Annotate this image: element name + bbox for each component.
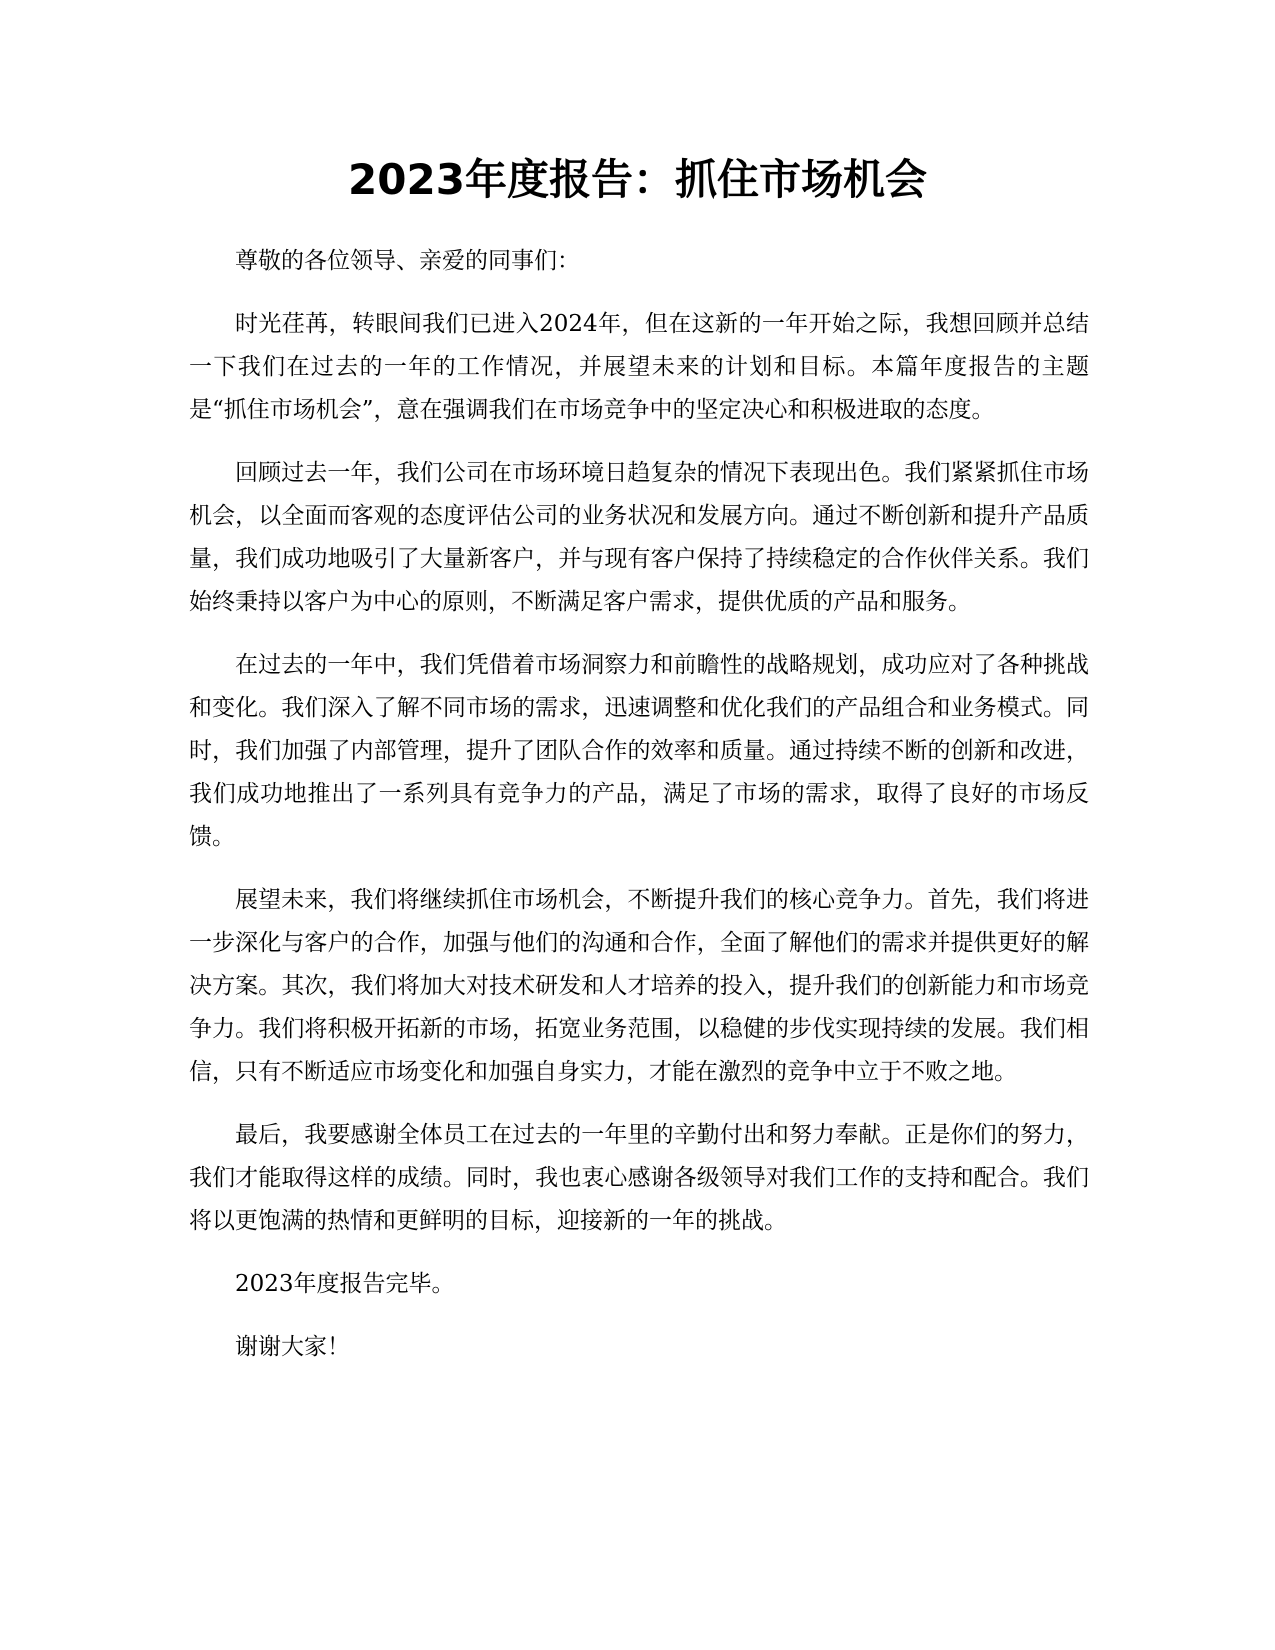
- salutation: 尊敬的各位领导、亲爱的同事们：: [235, 248, 580, 274]
- document-title: 2023年度报告：抓住市场机会: [348, 155, 927, 204]
- paragraph-thanks: 最后，我要感谢全体员工在过去的一年里的辛勤付出和努力奉献。正是你们的努力，我们才能取得这样的成绩。同时，我也衷心感谢各级领导对我们工作的支持和配合。我们将以更饱满的热情和更鲜明的目标，迎接新的一年的挑战。: [189, 1122, 1089, 1234]
- paragraph-achievements: 在过去的一年中，我们凭借着市场洞察力和前瞻性的战略规划，成功应对了各种挑战和变化。我们深入了解不同市场的需求，迅速调整和优化我们的产品组合和业务模式。同时，我们加强了内部管理，提升了团队合作的效率和质量。通过持续不断的创新和改进，我们成功地推出了一系列具有竞争力的产品，满足了市场的需求，取得了良好的市场反馈。: [189, 652, 1089, 850]
- closing-statement: 2023年度报告完毕。: [235, 1271, 455, 1297]
- document-body: [189, 240, 1089, 1389]
- paragraph-review: 回顾过去一年，我们公司在市场环境日趋复杂的情况下表现出色。我们紧紧抓住市场机会，以全面而客观的态度评估公司的业务状况和发展方向。通过不断创新和提升产品质量，我们成功地吸引了大量新客户，并与现有客户保持了持续稳定的合作伙伴关系。我们始终秉持以客户为中心的原则，不断满足客户需求，提供优质的产品和服务。: [189, 460, 1089, 615]
- paragraph-outlook: 展望未来，我们将继续抓住市场机会，不断提升我们的核心竞争力。首先，我们将进一步深化与客户的合作，加强与他们的沟通和合作，全面了解他们的需求并提供更好的解决方案。其次，我们将加大对技术研发和人才培养的投入，提升我们的创新能力和市场竞争力。我们将积极开拓新的市场，拓宽业务范围，以稳健的步伐实现持续的发展。我们相信，只有不断适应市场变化和加强自身实力，才能在激烈的竞争中立于不败之地。: [189, 887, 1089, 1085]
- closing-thanks: 谢谢大家！: [235, 1334, 350, 1360]
- paragraph-intro: 时光荏苒，转眼间我们已进入2024年，但在这新的一年开始之际，我想回顾并总结一下我们在过去的一年的工作情况，并展望未来的计划和目标。本篇年度报告的主题是“抓住市场机会”，意在强调我们在市场竞争中的坚定决心和积极进取的态度。: [189, 311, 1089, 423]
